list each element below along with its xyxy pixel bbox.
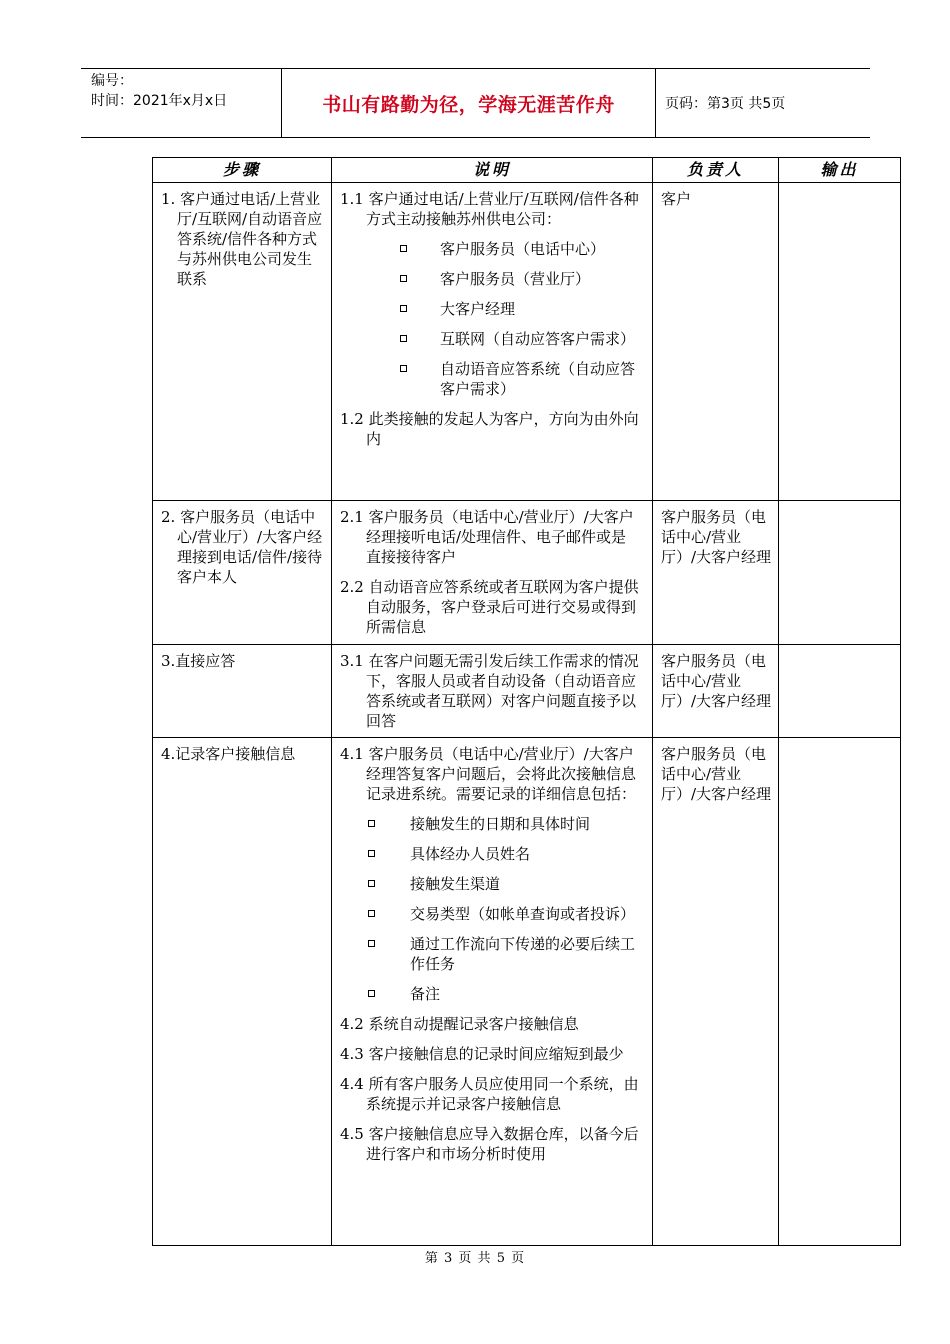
checkbox-bullet-icon — [400, 245, 407, 252]
table-row — [153, 738, 901, 1246]
output-cell — [779, 738, 901, 1246]
list-item-text: 客户服务员（营业厅） — [440, 270, 591, 288]
description-paragraph: 2.1 客户服务员（电话中心/营业厅）/大客户经理接听电话/处理信件、电子邮件或是直接接待客户 — [340, 508, 634, 566]
description-paragraph: 4.1 客户服务员（电话中心/营业厅）/大客户经理答复客户问题后，会将此次接触信息记录进系统。需要记录的详细信息包括： — [340, 745, 637, 803]
process-table — [152, 157, 901, 1246]
header-motto: 书山有路勤为径，学海无涯苦作舟 — [322, 93, 615, 116]
table-row — [153, 645, 901, 738]
checkbox-bullet-icon — [368, 820, 375, 827]
checkbox-bullet-icon — [368, 850, 375, 857]
description-cell — [332, 183, 653, 501]
list-item — [340, 874, 640, 894]
list-item-text: 大客户经理 — [440, 300, 516, 318]
header-motto-cell — [281, 69, 656, 137]
description-paragraph: 4.2 系统自动提醒记录客户接触信息 — [340, 1015, 579, 1033]
step-text: 4.记录客户接触信息 — [161, 745, 296, 763]
checkbox-bullet-icon — [400, 305, 407, 312]
checkbox-list — [340, 814, 640, 1004]
checkbox-bullet-icon — [400, 335, 407, 342]
list-item — [340, 359, 640, 399]
column-header-output: 输出 — [779, 158, 901, 183]
step-cell — [153, 183, 332, 501]
page-footer: 第 3 页 共 5 页 — [424, 1251, 526, 1266]
list-item — [340, 239, 640, 259]
description-paragraph: 4.4 所有客户服务人员应使用同一个系统，由系统提示并记录客户接触信息 — [340, 1075, 639, 1113]
checkbox-bullet-icon — [400, 275, 407, 282]
step-cell — [153, 501, 332, 645]
list-item — [340, 904, 640, 924]
list-item-text: 具体经办人员姓名 — [410, 845, 531, 863]
list-item-text: 交易类型（如帐单查询或者投诉） — [410, 905, 636, 923]
checkbox-bullet-icon — [368, 910, 375, 917]
document-date-label: 时间：2021年x月x日 — [91, 93, 228, 109]
table-row — [153, 183, 901, 501]
description-cell — [332, 501, 653, 645]
description-cell — [332, 738, 653, 1246]
list-item-text: 互联网（自动应答客户需求） — [440, 330, 636, 348]
column-header-step: 步骤 — [153, 158, 332, 183]
description-cell — [332, 645, 653, 738]
header-page-cell — [655, 69, 880, 137]
list-item-text: 自动语音应答系统（自动应答客户需求） — [440, 360, 636, 398]
owner-cell: 客户服务员（电话中心/营业厅）/大客户经理 — [653, 501, 779, 645]
description-paragraph: 1.2 此类接触的发起人为客户，方向为由外向内 — [340, 410, 639, 448]
step-text: 3.直接应答 — [161, 652, 236, 670]
header-meta — [81, 69, 281, 137]
description-paragraph: 4.5 客户接触信息应导入数据仓库，以备今后进行客户和市场分析时使用 — [340, 1125, 639, 1163]
list-item — [340, 844, 640, 864]
list-item-text: 通过工作流向下传递的必要后续工作任务 — [410, 935, 636, 973]
list-item — [340, 269, 640, 289]
step-text: 1. 客户通过电话/上营业厅/互联网/自动语音应答系统/信件各种方式与苏州供电公司发生联系 — [161, 190, 323, 288]
list-item-text: 接触发生的日期和具体时间 — [410, 815, 591, 833]
description-paragraph: 3.1 在客户问题无需引发后续工作需求的情况下，客服人员或者自动设备（自动语音应答系统或者互联网）对客户问题直接予以回答 — [340, 652, 639, 730]
list-item-text: 客户服务员（电话中心） — [440, 240, 606, 258]
column-header-description: 说明 — [332, 158, 653, 183]
checkbox-bullet-icon — [368, 990, 375, 997]
list-item — [340, 329, 640, 349]
checkbox-list — [340, 239, 640, 399]
list-item — [340, 299, 640, 319]
output-cell — [779, 501, 901, 645]
list-item-text: 接触发生渠道 — [410, 875, 501, 893]
list-item — [340, 814, 640, 834]
table-row — [153, 501, 901, 645]
owner-cell: 客户服务员（电话中心/营业厅）/大客户经理 — [653, 738, 779, 1246]
list-item-text: 备注 — [410, 985, 441, 1003]
step-cell — [153, 645, 332, 738]
output-cell — [779, 645, 901, 738]
description-paragraph: 1.1 客户通过电话/上营业厅/互联网/信件各种方式主动接触苏州供电公司： — [340, 190, 639, 228]
description-paragraph: 2.2 自动语音应答系统或者互联网为客户提供自动服务，客户登录后可进行交易或得到所需信息 — [340, 578, 639, 636]
checkbox-bullet-icon — [368, 940, 375, 947]
list-item — [340, 984, 640, 1004]
step-cell — [153, 738, 332, 1246]
header-page-number: 页码：第3页 共5页 — [665, 96, 786, 112]
checkbox-bullet-icon — [400, 365, 407, 372]
output-cell — [779, 183, 901, 501]
table-header-row — [153, 158, 901, 183]
column-header-owner: 负责人 — [653, 158, 779, 183]
owner-cell: 客户 — [653, 183, 779, 501]
description-paragraph: 4.3 客户接触信息的记录时间应缩短到最少 — [340, 1045, 624, 1063]
owner-cell: 客户服务员（电话中心/营业厅）/大客户经理 — [653, 645, 779, 738]
document-number-label: 编号： — [91, 73, 133, 89]
step-text: 2. 客户服务员（电话中心/营业厅）/大客户经理接到电话/信件/接待客户本人 — [161, 508, 323, 586]
list-item — [340, 934, 640, 974]
page-header — [81, 68, 870, 138]
checkbox-bullet-icon — [368, 880, 375, 887]
